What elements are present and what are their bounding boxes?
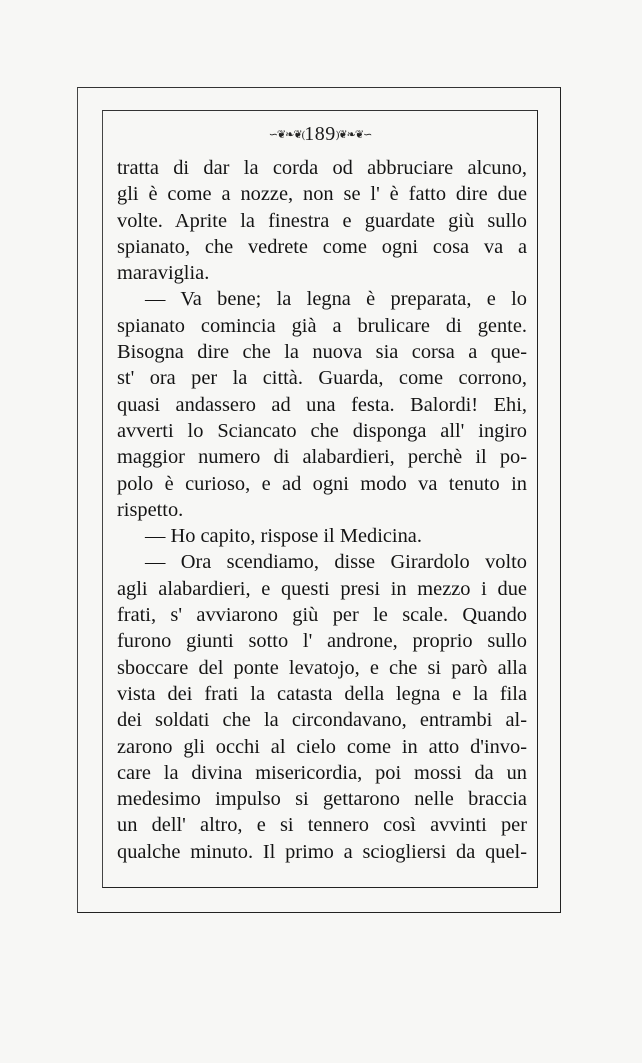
text-line: maggior numero di alabardieri, perchè il po- [117, 446, 527, 469]
text-line: quasi andassero ad una festa. Balordi! Ehi, [117, 393, 527, 416]
text-line: — Va bene; la legna è preparata, e lo [145, 288, 527, 311]
ornament-right-icon: )❦❧❦∽ [335, 129, 372, 141]
text-line: furono giunti sotto l' androne, proprio sullo [117, 630, 527, 653]
text-line: st' ora per la città. Guarda, come corrono, [117, 367, 527, 390]
text-line: spianato, che vedrete come ogni cosa va a [117, 235, 527, 258]
text-line: medesimo impulso si gettarono nelle braccia [117, 788, 527, 811]
text-line: sboccare del ponte levatojo, e che si parò alla [117, 656, 527, 679]
text-line: zarono gli occhi al cielo come in atto d'invo- [117, 735, 527, 758]
page-number: 189 [304, 123, 336, 145]
text-line: agli alabardieri, e questi presi in mezzo i due [117, 577, 527, 600]
text-line: frati, s' avviarono giù per le scale. Quando [117, 604, 527, 627]
text-line: — Ho capito, rispose il Medicina. [145, 525, 422, 548]
text-line: tratta di dar la corda od abbruciare alcuno, [117, 157, 527, 179]
text-line: qualche minuto. Il primo a sciogliersi da quel- [117, 840, 527, 863]
text-line: dei soldati che la circondavano, entrambi al- [117, 709, 527, 732]
text-line: — Ora scendiamo, disse Girardolo volto [145, 551, 527, 574]
text-line: spianato comincia già a brulicare di gente. [117, 314, 527, 337]
text-line: rispetto. [117, 498, 184, 521]
page-header [102, 123, 538, 146]
body-text [117, 155, 527, 865]
text-line: volte. Aprite la finestra e guardate giù sullo [117, 209, 527, 232]
text-line: polo è curioso, e ad ogni modo va tenuto in [117, 472, 527, 495]
text-line: un dell' altro, e si tennero così avvinti per [117, 814, 527, 837]
text-line: maraviglia. [117, 262, 210, 285]
text-line: avverti lo Sciancato che disponga all' ingiro [117, 419, 527, 442]
text-line: Bisogna dire che la nuova sia corsa a que- [117, 341, 527, 364]
text-line: vista dei frati la catasta della legna e la fila [117, 682, 527, 705]
text-line: care la divina misericordia, poi mossi da un [117, 761, 527, 784]
ornament-left-icon: ∽❦❧❦( [268, 129, 305, 141]
text-line: gli è come a nozze, non se l' è fatto dire due [117, 183, 527, 206]
